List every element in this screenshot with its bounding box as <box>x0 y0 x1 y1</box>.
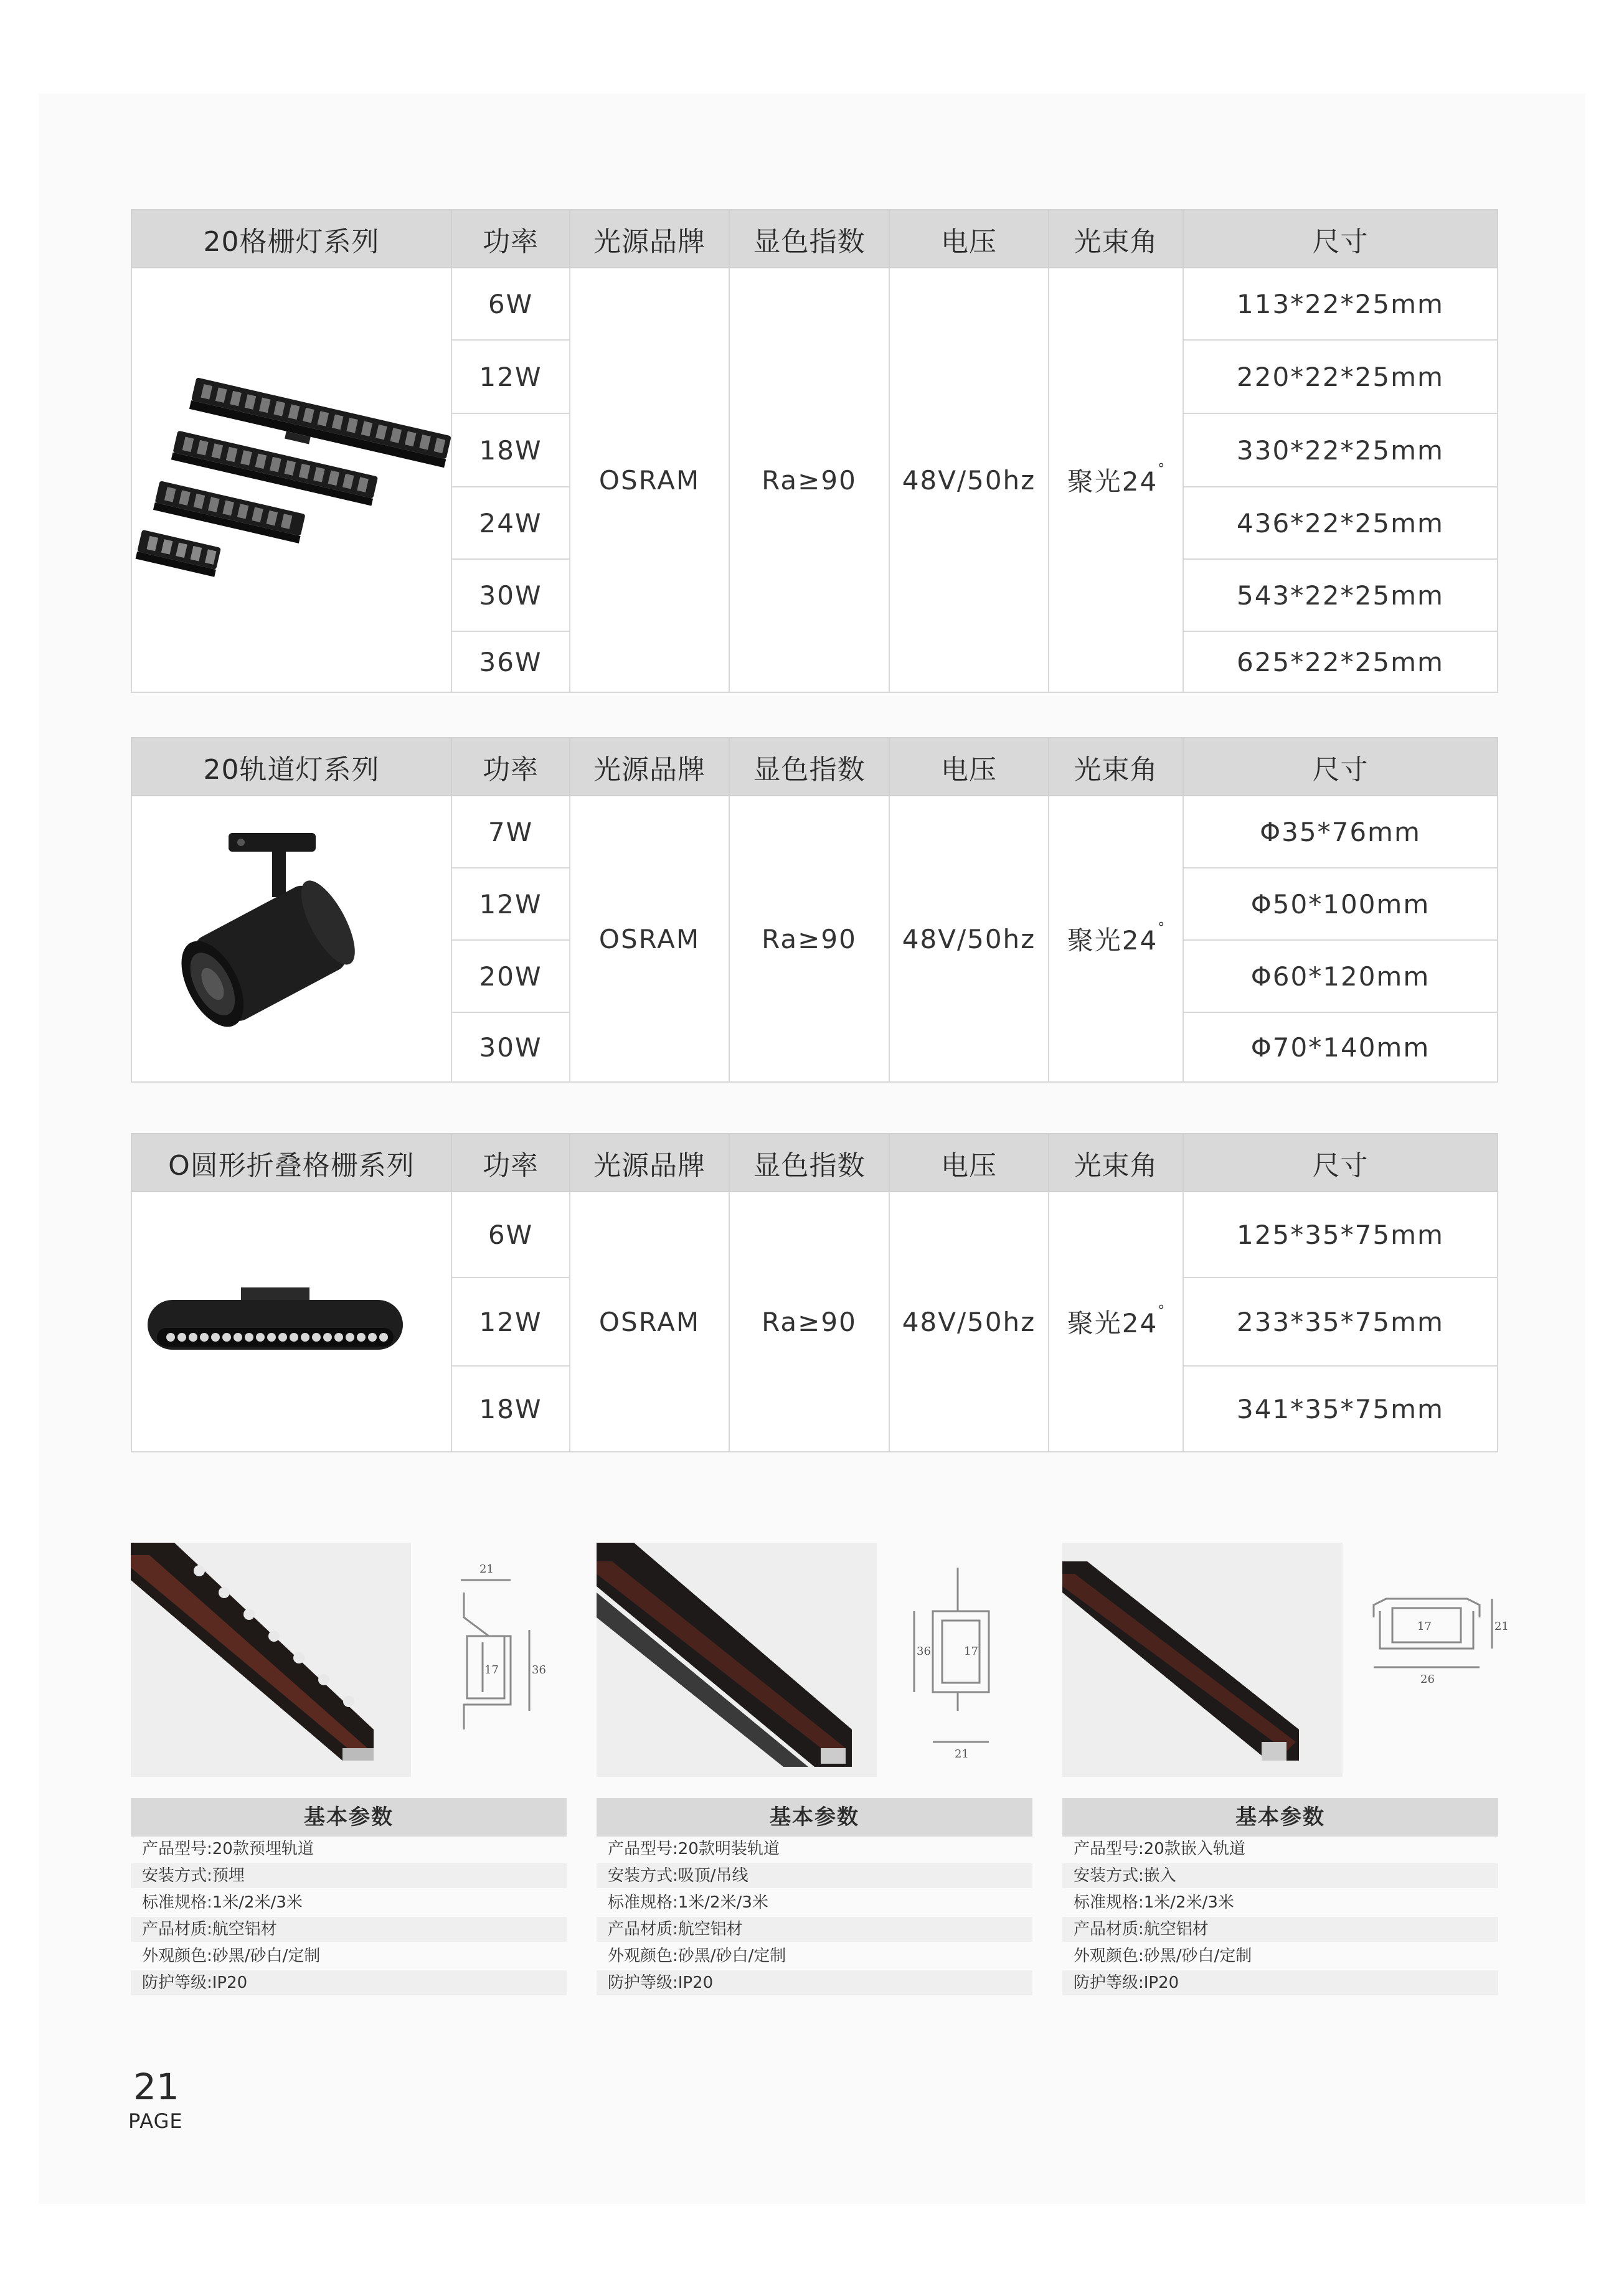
cross-section-icon <box>1361 1543 1509 1777</box>
series-name: 20格栅灯系列 <box>131 210 451 268</box>
param-row: 安装方式:预埋 <box>131 1863 567 1888</box>
spec-table-round-folding <box>131 1133 1498 1452</box>
dim-label: 21 <box>1494 1620 1509 1633</box>
header-brand: 光源品牌 <box>570 1134 729 1192</box>
profile-drawing-recessed <box>1361 1543 1509 1777</box>
header-size: 尺寸 <box>1183 210 1498 268</box>
power-cell: 12W <box>451 340 570 413</box>
dim-label: 26 <box>1420 1673 1435 1686</box>
size-cell: 625*22*25mm <box>1183 631 1498 692</box>
power-cell: 7W <box>451 796 570 868</box>
power-cell: 20W <box>451 940 570 1012</box>
track-photo-surface <box>597 1543 877 1777</box>
profile-drawing-embedded <box>430 1543 573 1777</box>
brand-cell: OSRAM <box>570 796 729 1082</box>
product-image-grille <box>131 268 451 692</box>
beam-value: 聚光24 <box>1067 466 1158 497</box>
degree-mark: ° <box>1158 461 1165 477</box>
header-size: 尺寸 <box>1183 738 1498 796</box>
power-cell: 12W <box>451 1277 570 1366</box>
header-brand: 光源品牌 <box>570 738 729 796</box>
param-row: 安装方式:嵌入 <box>1062 1863 1498 1888</box>
degree-mark: ° <box>1158 1303 1165 1319</box>
power-cell: 12W <box>451 868 570 940</box>
size-cell: 233*35*75mm <box>1183 1277 1498 1366</box>
dim-label: 36 <box>532 1663 546 1677</box>
param-row: 外观颜色:砂黑/砂白/定制 <box>1074 1947 1252 1965</box>
header-cri: 显色指数 <box>729 210 889 268</box>
param-row: 安装方式:吸顶/吊线 <box>597 1863 1032 1888</box>
size-cell: 543*22*25mm <box>1183 559 1498 631</box>
spec-table-track <box>131 737 1498 1083</box>
voltage-cell: 48V/50hz <box>889 268 1049 692</box>
track-photo-embedded <box>131 1543 411 1777</box>
power-cell: 6W <box>451 268 570 340</box>
track-spotlight-icon <box>132 814 394 1063</box>
size-cell: 341*35*75mm <box>1183 1366 1498 1452</box>
spec-table-grille <box>131 209 1498 693</box>
cross-section-icon <box>430 1543 573 1777</box>
size-cell: 220*22*25mm <box>1183 340 1498 413</box>
param-row: 标准规格:1米/2米/3米 <box>1074 1893 1234 1912</box>
dim-label: 17 <box>1417 1620 1432 1633</box>
cross-section-icon <box>895 1543 1039 1777</box>
voltage-cell: 48V/50hz <box>889 1192 1049 1452</box>
series-name: O圆形折叠格栅系列 <box>131 1134 451 1192</box>
size-cell: Φ60*120mm <box>1183 940 1498 1012</box>
series-name: 20轨道灯系列 <box>131 738 451 796</box>
param-row: 产品型号:20款嵌入轨道 <box>1074 1840 1245 1858</box>
power-cell: 30W <box>451 559 570 631</box>
recessed-track-icon <box>1062 1543 1343 1777</box>
power-cell: 24W <box>451 487 570 559</box>
track-photo-recessed <box>1062 1543 1343 1777</box>
header-cri: 显色指数 <box>729 738 889 796</box>
size-cell: Φ70*140mm <box>1183 1012 1498 1082</box>
cri-cell: Ra≥90 <box>729 268 889 692</box>
params-title: 基本参数 <box>131 1798 567 1837</box>
param-row: 标准规格:1米/2米/3米 <box>142 1893 303 1912</box>
param-row: 产品材质:航空铝材 <box>131 1917 567 1942</box>
degree-mark: ° <box>1158 920 1165 936</box>
header-power: 功率 <box>451 210 570 268</box>
grille-lights-icon <box>132 355 431 605</box>
round-folding-grille-icon <box>132 1228 418 1415</box>
param-row: 外观颜色:砂黑/砂白/定制 <box>608 1947 786 1965</box>
size-cell: 125*35*75mm <box>1183 1192 1498 1277</box>
dim-label: 17 <box>484 1663 499 1677</box>
param-row: 防护等级:IP20 <box>131 1970 567 1995</box>
dim-label: 17 <box>964 1645 978 1658</box>
header-power: 功率 <box>451 1134 570 1192</box>
page-label: PAGE <box>128 2109 183 2133</box>
brand-cell: OSRAM <box>570 268 729 692</box>
embedded-track-icon <box>131 1543 411 1777</box>
params-title: 基本参数 <box>597 1798 1032 1837</box>
dim-label: 21 <box>955 1748 969 1761</box>
header-voltage: 电压 <box>889 210 1049 268</box>
power-cell: 36W <box>451 631 570 692</box>
param-row: 产品材质:航空铝材 <box>597 1917 1032 1942</box>
header-voltage: 电压 <box>889 1134 1049 1192</box>
header-power: 功率 <box>451 738 570 796</box>
product-image-round-folding <box>131 1192 451 1452</box>
header-size: 尺寸 <box>1183 1134 1498 1192</box>
brand-cell: OSRAM <box>570 1192 729 1452</box>
beam-cell <box>1049 268 1183 692</box>
cri-cell: Ra≥90 <box>729 1192 889 1452</box>
header-beam: 光束角 <box>1049 210 1183 268</box>
size-cell: Φ35*76mm <box>1183 796 1498 868</box>
header-brand: 光源品牌 <box>570 210 729 268</box>
param-row: 外观颜色:砂黑/砂白/定制 <box>142 1947 321 1965</box>
profile-drawing-surface <box>895 1543 1039 1777</box>
header-beam: 光束角 <box>1049 738 1183 796</box>
beam-value: 聚光24 <box>1067 1308 1158 1339</box>
dim-label: 36 <box>917 1645 931 1658</box>
beam-cell <box>1049 796 1183 1082</box>
page-number: 21 <box>133 2066 179 2108</box>
param-row: 产品型号:20款明装轨道 <box>608 1840 780 1858</box>
size-cell: Φ50*100mm <box>1183 868 1498 940</box>
param-row: 防护等级:IP20 <box>1062 1970 1498 1995</box>
cri-cell: Ra≥90 <box>729 796 889 1082</box>
power-cell: 6W <box>451 1192 570 1277</box>
param-row: 产品材质:航空铝材 <box>1062 1917 1498 1942</box>
surface-track-icon <box>597 1543 877 1777</box>
params-title: 基本参数 <box>1062 1798 1498 1837</box>
beam-value: 聚光24 <box>1067 925 1158 956</box>
header-voltage: 电压 <box>889 738 1049 796</box>
param-row: 产品型号:20款预埋轨道 <box>142 1840 314 1858</box>
power-cell: 30W <box>451 1012 570 1082</box>
header-cri: 显色指数 <box>729 1134 889 1192</box>
size-cell: 113*22*25mm <box>1183 268 1498 340</box>
param-row: 标准规格:1米/2米/3米 <box>608 1893 768 1912</box>
dim-label: 21 <box>479 1563 494 1576</box>
param-row: 防护等级:IP20 <box>597 1970 1032 1995</box>
power-cell: 18W <box>451 1366 570 1452</box>
power-cell: 18W <box>451 413 570 487</box>
header-beam: 光束角 <box>1049 1134 1183 1192</box>
voltage-cell: 48V/50hz <box>889 796 1049 1082</box>
size-cell: 436*22*25mm <box>1183 487 1498 559</box>
product-image-track <box>131 796 451 1082</box>
size-cell: 330*22*25mm <box>1183 413 1498 487</box>
beam-cell <box>1049 1192 1183 1452</box>
